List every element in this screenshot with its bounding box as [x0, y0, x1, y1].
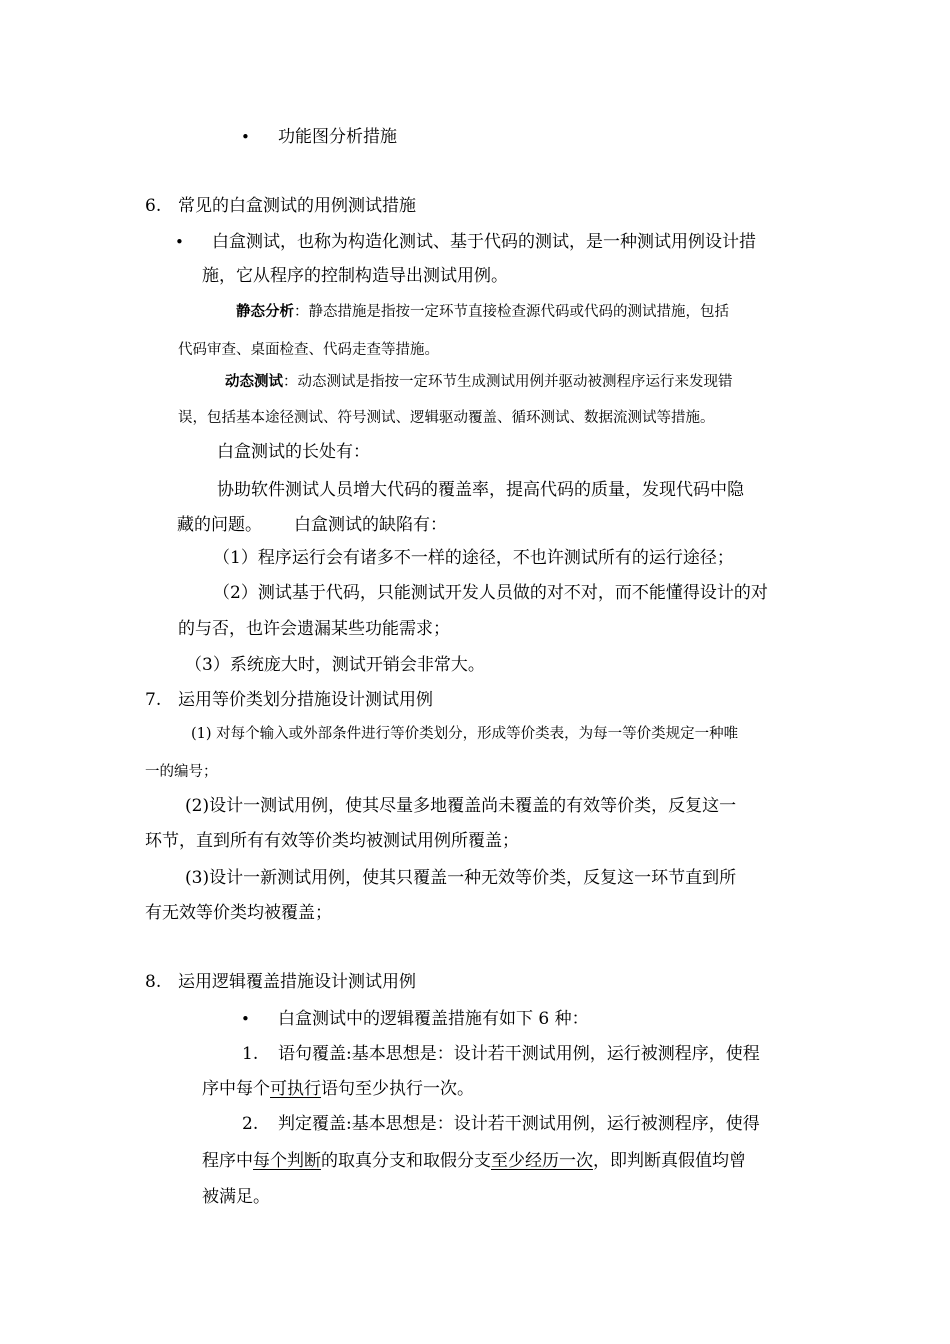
coverage-item-2-line3: 被满足。	[202, 1187, 270, 1207]
coverage-item-2-line2	[202, 1150, 746, 1172]
bullet-icon: •	[241, 1010, 250, 1028]
section-8-heading: 运用逻辑覆盖措施设计测试用例	[178, 972, 416, 992]
advantages-line2: 藏的问题。	[177, 515, 262, 535]
disadvantage-3: （3）系统庞大时，测试开销会非常大。	[185, 655, 485, 675]
bullet-icon: •	[241, 128, 250, 146]
dynamic-test-line1	[225, 372, 733, 392]
underlined-text: 至少经历一次	[491, 1151, 593, 1171]
section-8-number: 8.	[145, 972, 162, 992]
dynamic-test-text: ：动态测试是指按一定环节生成测试用例并驱动被测程序运行来发现错	[283, 374, 733, 390]
coverage-item-1-line2	[202, 1078, 474, 1100]
static-analysis-line1	[236, 302, 729, 322]
underlined-text: 可执行	[270, 1079, 321, 1099]
disadvantages-title: 白盒测试的缺陷有：	[294, 515, 447, 535]
disadvantage-1: （1）程序运行会有诸多不一样的途径，不也许测试所有的运行途径；	[213, 548, 734, 568]
section-7-heading: 运用等价类划分措施设计测试用例	[178, 690, 433, 710]
advantages-title: 白盒测试的长处有：	[217, 442, 370, 462]
coverage-item-1-number: 1.	[242, 1044, 259, 1064]
section-6-number: 6.	[145, 196, 162, 216]
static-analysis-line2: 代码审查、桌面检查、代码走查等措施。	[178, 342, 439, 358]
text-run: 程序中	[202, 1151, 253, 1171]
bullet-icon: •	[175, 233, 184, 251]
ec-step3-line2: 有无效等价类均被覆盖；	[145, 903, 332, 923]
static-analysis-text: ：静态措施是指按一定环节直接检查源代码或代码的测试措施，包括	[294, 304, 729, 320]
ec-step3-line1: (3)设计一新测试用例，使其只覆盖一种无效等价类，反复这一环节直到所	[185, 868, 737, 888]
text-run: 语句至少执行一次。	[321, 1079, 474, 1099]
text-run: ，即判断真假值均曾	[593, 1151, 746, 1171]
disadvantage-2-line1: （2）测试基于代码，只能测试开发人员做的对不对，而不能懂得设计的对	[213, 583, 768, 603]
coverage-item-2-line1: 判定覆盖:基本思想是：设计若干测试用例，运行被测程序，使得	[278, 1114, 760, 1134]
ec-step1-line2: 一的编号；	[145, 764, 218, 780]
whitebox-intro-line2: 施，它从程序的控制构造导出测试用例。	[202, 266, 508, 286]
section-6-heading: 常见的白盒测试的用例测试措施	[178, 196, 416, 216]
dynamic-test-line2: 误，包括基本途径测试、符号测试、逻辑驱动覆盖、循环测试、数据流测试等措施。	[178, 410, 715, 426]
disadvantage-2-line2: 的与否，也许会遗漏某些功能需求；	[178, 619, 450, 639]
coverage-item-2-number: 2.	[242, 1114, 259, 1134]
text-run: 序中每个	[202, 1079, 270, 1099]
section-7-number: 7.	[145, 690, 162, 710]
underlined-text: 每个判断	[253, 1151, 321, 1171]
whitebox-intro-line1: 白盒测试，也称为构造化测试、基于代码的测试，是一种测试用例设计措	[212, 232, 756, 252]
static-analysis-label: 静态分析	[236, 303, 294, 320]
ec-step2-line2: 环节，直到所有有效等价类均被测试用例所覆盖；	[145, 831, 519, 851]
advantages-line1: 协助软件测试人员增大代码的覆盖率，提高代码的质量，发现代码中隐	[217, 480, 744, 500]
ec-step2-line1: (2)设计一测试用例，使其尽量多地覆盖尚未覆盖的有效等价类，反复这一	[185, 796, 737, 816]
ec-step1-line1: (1) 对每个输入或外部条件进行等价类划分，形成等价类表，为每一等价类规定一种唯	[191, 726, 739, 742]
list-item-function-graph: 功能图分析措施	[278, 127, 397, 147]
text-run: 的取真分支和取假分支	[321, 1151, 491, 1171]
coverage-item-1-line1: 语句覆盖:基本思想是：设计若干测试用例，运行被测程序，使程	[278, 1044, 760, 1064]
logic-coverage-intro: 白盒测试中的逻辑覆盖措施有如下 6 种：	[278, 1009, 589, 1029]
dynamic-test-label: 动态测试	[225, 373, 283, 390]
